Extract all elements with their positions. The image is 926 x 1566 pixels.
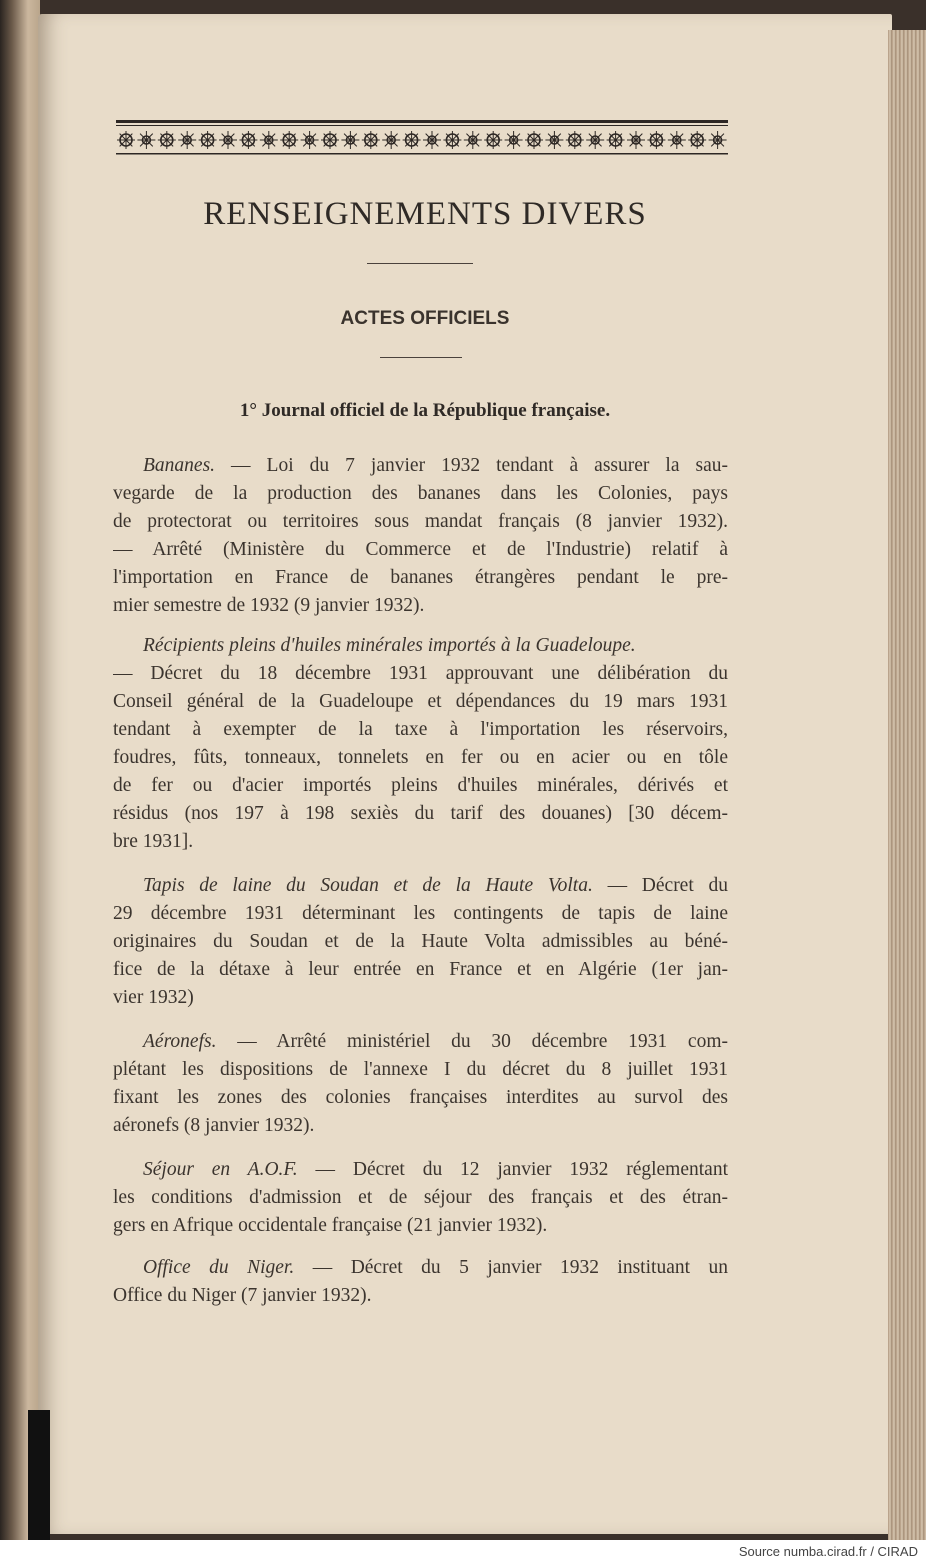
text-line [113, 716, 728, 744]
entry-title: Aéronefs. [143, 1031, 217, 1052]
line-text: 29 décembre 1931 déterminant les contingents de tapis de laine [113, 903, 728, 924]
line-text: vier 1932) [113, 987, 194, 1008]
line-text: vegarde de la production des bananes dans les Colonies, pays [113, 483, 728, 504]
text-line [113, 928, 728, 956]
line-text: — Arrêté (Ministère du Commerce et de l'Industrie) relatif à [113, 539, 728, 560]
left-page-edge [0, 0, 40, 1540]
text-line [113, 1056, 728, 1084]
line-text: bre 1931]. [113, 831, 194, 852]
text-line [113, 1156, 728, 1184]
text-line [113, 1254, 728, 1282]
text-line [113, 1212, 728, 1240]
entry-paragraph [113, 452, 728, 620]
text-line [113, 900, 728, 928]
text-line [113, 536, 728, 564]
line-text: — Décret du 5 janvier 1932 instituant un [294, 1257, 728, 1278]
ornamental-header-band [116, 120, 728, 156]
line-text: — Décret du [592, 875, 728, 896]
subsection-heading: 1° Journal officiel de la République française. [239, 400, 611, 421]
line-text: Office du Niger (7 janvier 1932). [113, 1285, 372, 1306]
entry-paragraph [113, 1028, 728, 1140]
line-text: les conditions d'admission et de séjour des français et des étran- [113, 1187, 728, 1208]
text-line [113, 508, 728, 536]
text-line [113, 688, 728, 716]
entry-title: Office du Niger. [143, 1257, 295, 1278]
page-title: RENSEIGNEMENTS DIVERS [203, 196, 647, 232]
divider [367, 263, 473, 264]
text-line [113, 1084, 728, 1112]
line-text: foudres, fûts, tonneaux, tonnelets en fer ou en acier ou en tôle [113, 747, 728, 768]
divider [380, 357, 462, 358]
line-text: — Loi du 7 janvier 1932 tendant à assurer la sau- [215, 455, 728, 476]
line-text: aéronefs (8 janvier 1932). [113, 1115, 315, 1136]
source-credit: Source numba.cirad.fr / CIRAD [738, 1544, 918, 1559]
line-text: de fer ou d'acier importés pleins d'huiles minérales, dérivés et [113, 775, 728, 796]
text-line [113, 480, 728, 508]
text-line [113, 772, 728, 800]
line-text: fixant les zones des colonies françaises interdites au survol des [113, 1087, 728, 1108]
text-line [113, 660, 728, 688]
line-text: originaires du Soudan et de la Haute Volta admissibles au béné- [113, 931, 728, 952]
line-text: gers en Afrique occidentale française (21 janvier 1932). [113, 1215, 548, 1236]
page-edges [888, 30, 926, 1540]
text-line [113, 800, 728, 828]
text-line [113, 828, 728, 856]
section-heading: ACTES OFFICIELS [340, 308, 510, 329]
text-line [113, 592, 728, 620]
entry-title: Bananes. [143, 455, 216, 476]
text-line [113, 984, 728, 1012]
text-line [113, 1282, 728, 1310]
entry-title: Séjour en A.O.F. [143, 1159, 298, 1180]
line-text: — Décret du 18 décembre 1931 approuvant une délibération du [113, 663, 728, 684]
text-line [113, 452, 728, 480]
line-text: — Décret du 12 janvier 1932 réglementant [297, 1159, 728, 1180]
text-line [113, 564, 728, 592]
line-text: fice de la détaxe à leur entrée en France et en Algérie (1er jan- [113, 959, 728, 980]
line-text: Conseil général de la Guadeloupe et dépendances du 19 mars 1931 [113, 691, 728, 712]
text-line [113, 744, 728, 772]
text-line [113, 1184, 728, 1212]
text-line [113, 1028, 728, 1056]
text-line [113, 632, 728, 660]
line-text: — Arrêté ministériel du 30 décembre 1931 com- [216, 1031, 728, 1052]
line-text: plétant les dispositions de l'annexe I du décret du 8 juillet 1931 [113, 1059, 728, 1080]
line-text: tendant à exempter de la taxe à l'importation les réservoirs, [113, 719, 728, 740]
line-text: de protectorat ou territoires sous mandat français (8 janvier 1932). [113, 511, 728, 532]
text-line [113, 872, 728, 900]
entry-paragraph [113, 1254, 728, 1310]
text-line [113, 1112, 728, 1140]
line-text: résidus (nos 197 à 198 sexiès du tarif des douanes) [30 décem- [113, 803, 728, 824]
entry-paragraph [113, 872, 728, 1012]
line-text: l'importation en France de bananes étrangères pendant le pre- [113, 567, 728, 588]
entry-paragraph [113, 632, 728, 856]
entry-paragraph [113, 1156, 728, 1240]
entry-title: Tapis de laine du Soudan et de la Haute Volta. [143, 875, 593, 896]
line-text: mier semestre de 1932 (9 janvier 1932). [113, 595, 425, 616]
bookmark-ribbon [28, 1410, 50, 1540]
entry-title: Récipients pleins d'huiles minérales importés à la Guadeloupe. [143, 635, 636, 656]
text-line [113, 956, 728, 984]
